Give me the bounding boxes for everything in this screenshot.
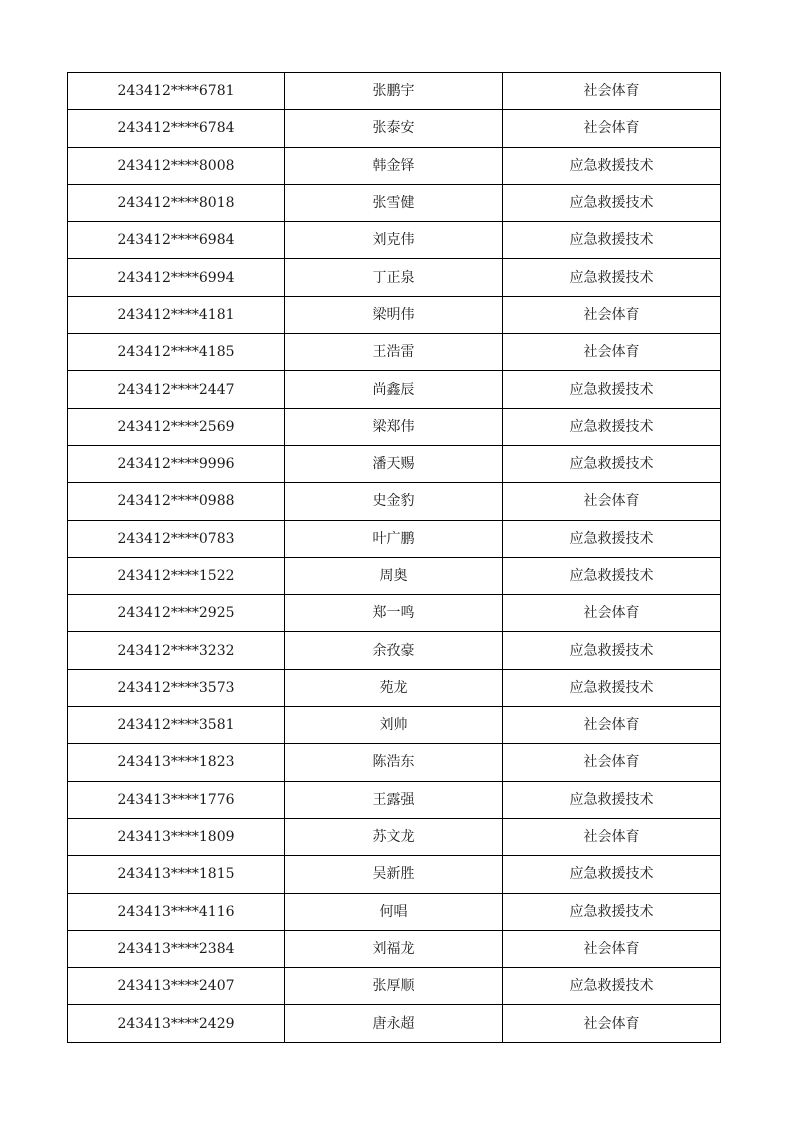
- student-id-cell: 243413****2429: [68, 1005, 285, 1042]
- major-cell: 社会体育: [503, 930, 721, 967]
- table-row: [68, 818, 721, 855]
- table-row: [68, 1005, 721, 1042]
- student-name-cell: 史金豹: [285, 483, 503, 520]
- student-id-cell: 243413****2407: [68, 968, 285, 1005]
- student-id-cell: 243412****0988: [68, 483, 285, 520]
- student-id-cell: 243412****8008: [68, 147, 285, 184]
- table-row: [68, 968, 721, 1005]
- table-row: [68, 595, 721, 632]
- major-cell: 社会体育: [503, 483, 721, 520]
- table-row: [68, 110, 721, 147]
- table-row: [68, 408, 721, 445]
- table-row: [68, 296, 721, 333]
- student-name-cell: 丁正泉: [285, 259, 503, 296]
- student-name-cell: 潘天赐: [285, 445, 503, 482]
- major-cell: 应急救援技术: [503, 371, 721, 408]
- student-name-cell: 陈浩东: [285, 744, 503, 781]
- student-id-cell: 243413****4116: [68, 893, 285, 930]
- major-cell: 社会体育: [503, 110, 721, 147]
- major-cell: 应急救援技术: [503, 781, 721, 818]
- major-cell: 应急救援技术: [503, 856, 721, 893]
- student-id-cell: 243412****8018: [68, 184, 285, 221]
- table-row: [68, 893, 721, 930]
- student-id-cell: 243412****2447: [68, 371, 285, 408]
- student-id-cell: 243412****0783: [68, 520, 285, 557]
- student-id-cell: 243412****4181: [68, 296, 285, 333]
- table-row: [68, 557, 721, 594]
- student-name-cell: 张泰安: [285, 110, 503, 147]
- student-id-cell: 243412****4185: [68, 334, 285, 371]
- table-row: [68, 147, 721, 184]
- student-name-cell: 梁明伟: [285, 296, 503, 333]
- major-cell: 社会体育: [503, 296, 721, 333]
- major-cell: 应急救援技术: [503, 222, 721, 259]
- major-cell: 社会体育: [503, 707, 721, 744]
- roster-table-body: [68, 73, 721, 1043]
- table-row: [68, 445, 721, 482]
- table-row: [68, 856, 721, 893]
- student-id-cell: 243413****1809: [68, 818, 285, 855]
- student-name-cell: 张鹏宇: [285, 73, 503, 110]
- student-name-cell: 张雪健: [285, 184, 503, 221]
- table-row: [68, 520, 721, 557]
- table-row: [68, 334, 721, 371]
- major-cell: 应急救援技术: [503, 259, 721, 296]
- table-row: [68, 73, 721, 110]
- table-row: [68, 371, 721, 408]
- student-id-cell: 243412****6781: [68, 73, 285, 110]
- student-id-cell: 243412****2569: [68, 408, 285, 445]
- major-cell: 应急救援技术: [503, 184, 721, 221]
- major-cell: 应急救援技术: [503, 147, 721, 184]
- major-cell: 应急救援技术: [503, 893, 721, 930]
- student-name-cell: 王浩雷: [285, 334, 503, 371]
- major-cell: 应急救援技术: [503, 445, 721, 482]
- student-name-cell: 刘福龙: [285, 930, 503, 967]
- table-row: [68, 669, 721, 706]
- student-name-cell: 苑龙: [285, 669, 503, 706]
- student-name-cell: 苏文龙: [285, 818, 503, 855]
- student-name-cell: 周奥: [285, 557, 503, 594]
- major-cell: 社会体育: [503, 744, 721, 781]
- student-name-cell: 张厚顺: [285, 968, 503, 1005]
- student-name-cell: 唐永超: [285, 1005, 503, 1042]
- student-id-cell: 243413****1776: [68, 781, 285, 818]
- student-id-cell: 243412****6994: [68, 259, 285, 296]
- student-name-cell: 尚鑫辰: [285, 371, 503, 408]
- student-name-cell: 刘克伟: [285, 222, 503, 259]
- major-cell: 社会体育: [503, 334, 721, 371]
- major-cell: 应急救援技术: [503, 669, 721, 706]
- student-id-cell: 243412****2925: [68, 595, 285, 632]
- student-id-cell: 243413****1823: [68, 744, 285, 781]
- table-row: [68, 222, 721, 259]
- major-cell: 应急救援技术: [503, 520, 721, 557]
- table-row: [68, 184, 721, 221]
- student-id-cell: 243412****9996: [68, 445, 285, 482]
- student-name-cell: 刘帅: [285, 707, 503, 744]
- student-name-cell: 韩金铎: [285, 147, 503, 184]
- table-row: [68, 632, 721, 669]
- major-cell: 应急救援技术: [503, 632, 721, 669]
- major-cell: 社会体育: [503, 595, 721, 632]
- table-row: [68, 707, 721, 744]
- student-name-cell: 叶广鹏: [285, 520, 503, 557]
- student-name-cell: 吴新胜: [285, 856, 503, 893]
- student-id-cell: 243412****3581: [68, 707, 285, 744]
- student-name-cell: 梁郑伟: [285, 408, 503, 445]
- student-id-cell: 243412****3232: [68, 632, 285, 669]
- major-cell: 应急救援技术: [503, 557, 721, 594]
- student-id-cell: 243412****6984: [68, 222, 285, 259]
- major-cell: 应急救援技术: [503, 408, 721, 445]
- student-id-cell: 243412****1522: [68, 557, 285, 594]
- major-cell: 社会体育: [503, 73, 721, 110]
- student-id-cell: 243412****3573: [68, 669, 285, 706]
- major-cell: 社会体育: [503, 1005, 721, 1042]
- table-row: [68, 744, 721, 781]
- student-roster-table: [67, 72, 721, 1043]
- table-row: [68, 483, 721, 520]
- table-row: [68, 781, 721, 818]
- student-name-cell: 郑一鸣: [285, 595, 503, 632]
- student-name-cell: 余孜豪: [285, 632, 503, 669]
- major-cell: 社会体育: [503, 818, 721, 855]
- student-id-cell: 243413****1815: [68, 856, 285, 893]
- student-name-cell: 何唱: [285, 893, 503, 930]
- major-cell: 应急救援技术: [503, 968, 721, 1005]
- student-id-cell: 243412****6784: [68, 110, 285, 147]
- student-name-cell: 王露强: [285, 781, 503, 818]
- table-row: [68, 259, 721, 296]
- student-id-cell: 243413****2384: [68, 930, 285, 967]
- table-row: [68, 930, 721, 967]
